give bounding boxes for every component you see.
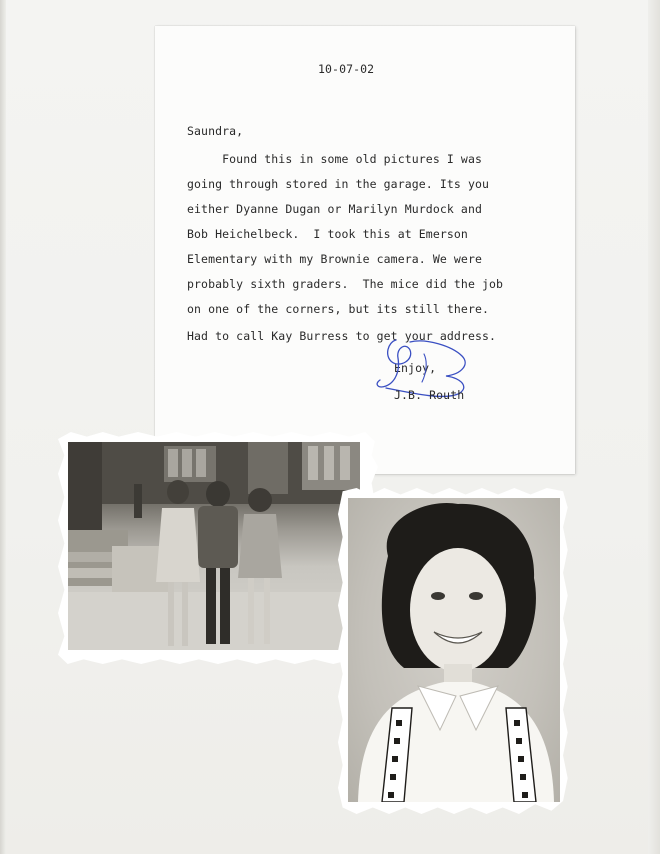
scan-edge-right [648,0,660,854]
group-photo-scene [68,442,360,650]
letter-salutation: Saundra, [187,124,244,138]
letter-signature-name: J.B. Routh [394,388,465,402]
scan-edge-left [0,0,6,854]
letter-closing: Enjoy, [394,361,437,375]
portrait-photo [338,488,570,814]
letter-body-line: either Dyanne Dugan or Marilyn Murdock and [187,202,482,216]
typed-letter-sheet [155,26,575,474]
letter-body-line: Had to call Kay Burress to get your address. [187,329,497,343]
letter-body-line: Bob Heichelbeck. I took this at Emerson [187,227,468,241]
group-photo-image [68,442,360,650]
letter-body-line: Found this in some old pictures I was [187,152,482,166]
letter-body-line: Elementary with my Brownie camera. We were [187,252,482,266]
portrait-photo-image [348,498,560,802]
letter-body-line: going through stored in the garage. Its you [187,177,490,191]
letter-body-line: on one of the corners, but its still there. [187,302,490,316]
letter-body-line: probably sixth graders. The mice did the job [187,277,504,291]
portrait-scene [348,498,560,802]
group-photo [58,432,378,664]
letter-date: 10-07-02 [318,62,375,76]
